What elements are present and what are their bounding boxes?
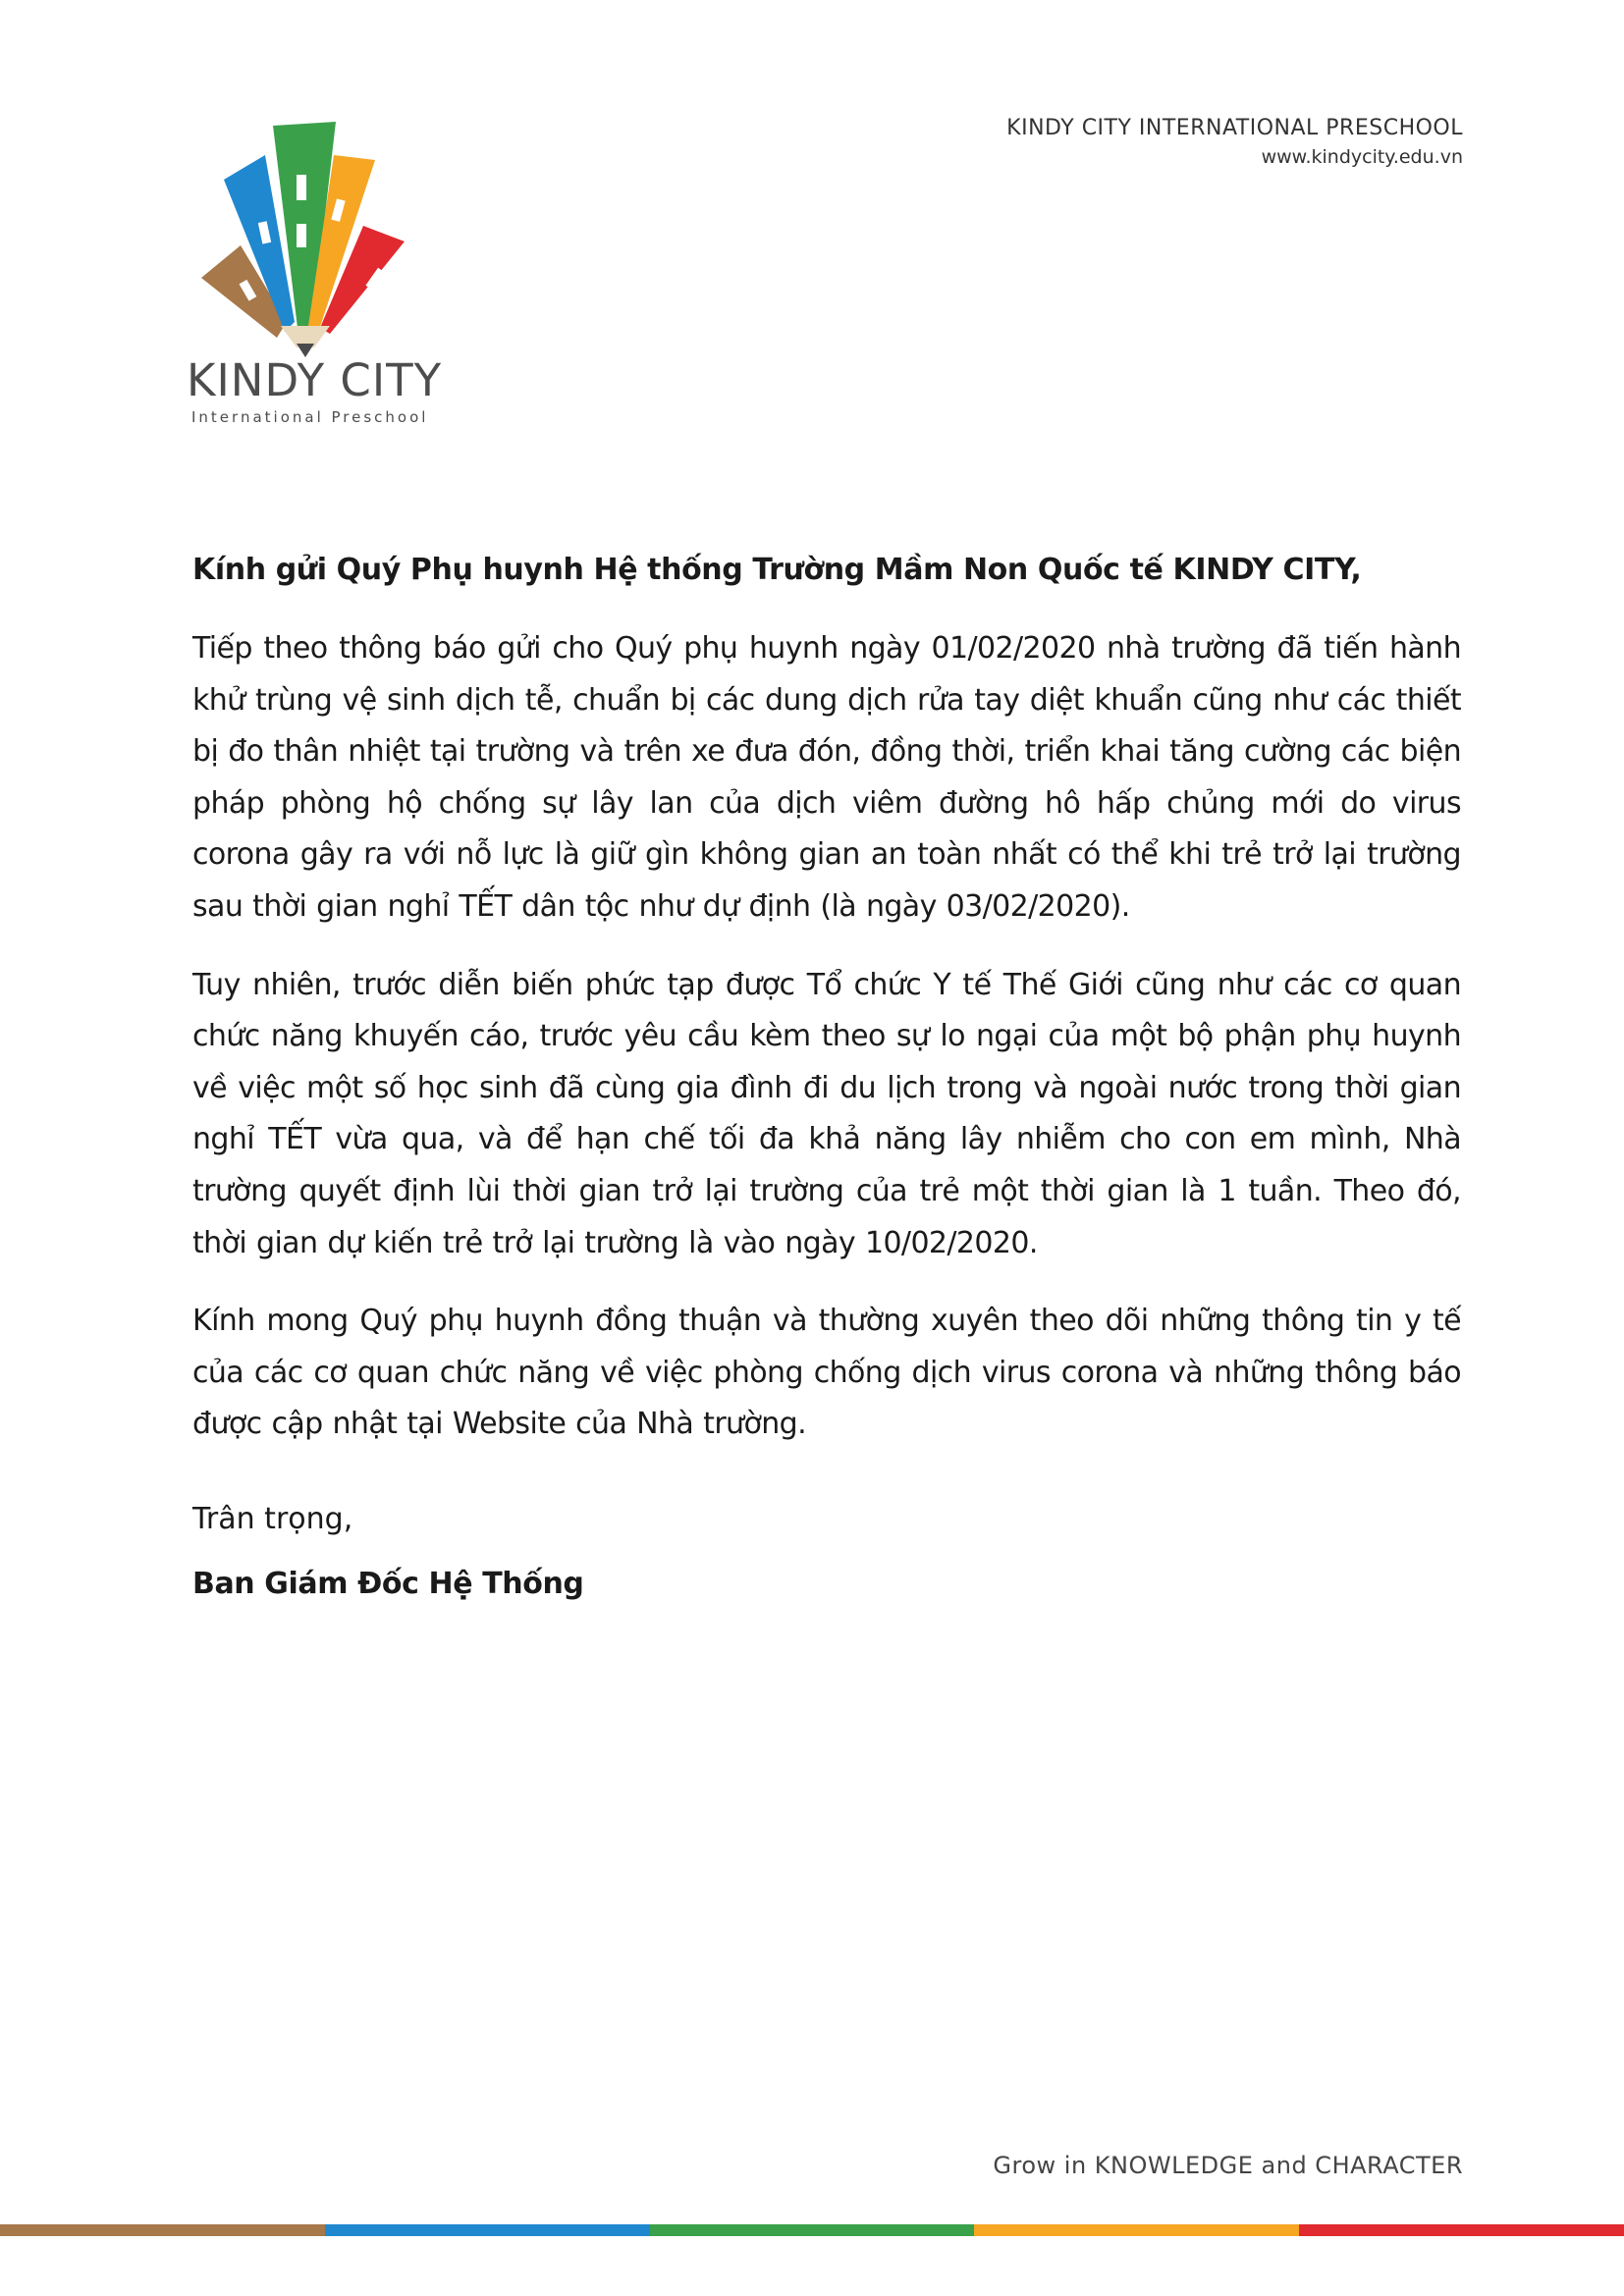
logo-title: KINDY CITY [187,354,443,406]
logo-subtitle: International Preschool [191,408,429,426]
closing: Trân trọng, [192,1501,353,1536]
footer-slogan: Grow in KNOWLEDGE and CHARACTER [993,2152,1463,2179]
paragraph-3: Kính mong Quý phụ huynh đồng thuận và thường xuyên theo dõi những thông tin y tế của các cơ quan chức năng về việc phòng chống dịch virus corona và những thông báo được cập nhật tại Website của Nhà trường. [192,1304,1461,1442]
paragraph-2: Tuy nhiên, trước diễn biến phức tạp được Tổ chức Y tế Thế Giới cũng như các cơ quan chức năng khuyến cáo, trước yêu cầu kèm theo sự lo ngại của một bộ phận phụ huynh về việc một số học sinh đã cùng gia đình đi du lịch trong và ngoài nước trong thời gian nghỉ TẾT vừa qua, và để hạn chế tối đa khả năng lây nhiễm cho con em mình, Nhà trường quyết định lùi thời gian trở lại trường của trẻ một thời gian là 1 tuần. Theo đó, thời gian dự kiến trẻ trở lại trường là vào ngày 10/02/2020. [192,967,1461,1260]
footer-color-bar [0,2224,1624,2236]
school-logo [187,116,443,430]
signature: Ban Giám Đốc Hệ Thống [192,1566,584,1601]
color-bar-orange [974,2224,1299,2236]
letter-body [192,545,1461,1610]
color-bar-green [650,2224,975,2236]
school-website: www.kindycity.edu.vn [1261,146,1463,168]
salutation: Kính gửi Quý Phụ huynh Hệ thống Trường Mầm Non Quốc tế KINDY CITY, [192,553,1362,587]
school-name: KINDY CITY INTERNATIONAL PRESCHOOL [1006,116,1463,140]
color-bar-red [1299,2224,1624,2236]
color-bar-brown [0,2224,325,2236]
pencil-buildings-logo-icon [187,116,432,361]
paragraph-1: Tiếp theo thông báo gửi cho Quý phụ huynh ngày 01/02/2020 nhà trường đã tiến hành khử trùng vệ sinh dịch tễ, chuẩn bị các dung dịch rửa tay diệt khuẩn cũng như các thiết bị đo thân nhiệt tại trường và trên xe đưa đón, đồng thời, triển khai tăng cường các biện pháp phòng hộ chống sự lây lan của dịch viêm đường hô hấp chủng mới do virus corona gây ra với nỗ lực là giữ gìn không gian an toàn nhất có thể khi trẻ trở lại trường sau thời gian nghỉ TẾT dân tộc như dự định (là ngày 03/02/2020). [192,631,1461,924]
color-bar-blue [325,2224,650,2236]
letterhead [1006,114,1463,171]
